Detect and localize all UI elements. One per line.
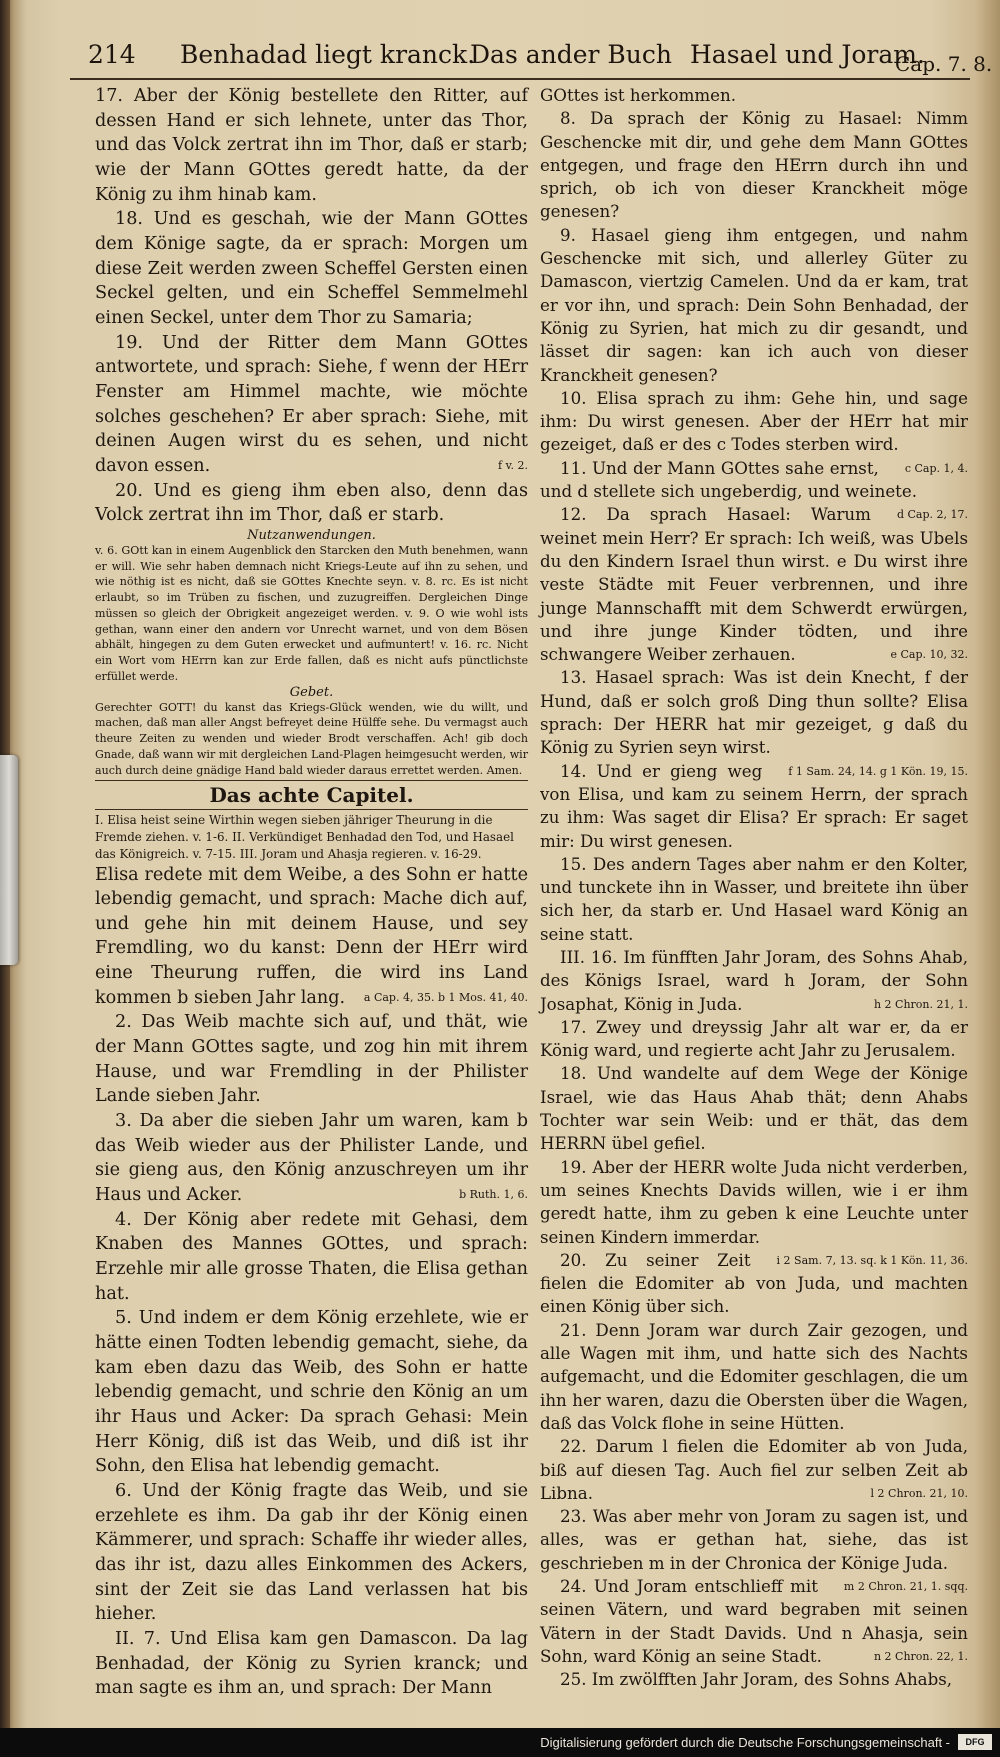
- verse: 21. Denn Joram war durch Zair gezogen, und alle Wagen mit ihm, und hatte sich des Nachts aufgemacht, und die Edomiter geschlagen, die um ihn her waren, dazu die Obersten über die Wagen, daß das Volck flohe in seine Hütten.: [540, 1320, 968, 1433]
- running-head-left: Benhadad liegt kranck.: [180, 40, 476, 69]
- verse-text: 12. Da sprach Hasael: Warum weinet mein Herr? Er sprach: Ich weiß, was Ubels du den Kindern Israel thun wirst. e Du wirst ihre veste Städte mit Feuer verbrennen, und ihre junge Mannschafft mit dem Schwerdt erwürgen, und ihre junge Kinder tödten, und ihre schwangere Weiber zerhauen.: [540, 505, 968, 665]
- running-head-center: Das ander Buch: [470, 40, 673, 69]
- verse: 17. Aber der König bestellete den Ritter, auf dessen Hand er sich lehnete, unter das Thor, und das Volck zertrat ihn im Thor, daß er starb; wie der Mann GOttes geredt hatte, da der König zu ihm hinab kam.: [95, 86, 528, 205]
- verse: 17. Zwey und dreyssig Jahr alt war er, da er König ward, und regierte acht Jahr zu Jerusalem.: [540, 1017, 968, 1061]
- footnote: b Ruth. 1, 6.: [459, 1188, 528, 1202]
- dfg-logo-icon: DFG: [958, 1734, 992, 1750]
- verse: 8. Da sprach der König zu Hasael: Nimm Geschencke mit dir, und gehe dem Mann GOttes entgegen, und frage den HErrn durch ihn und sprich, ob ich von dieser Kranckheit möge genesen?: [540, 109, 968, 222]
- verse: 20. Und es gieng ihm eben also, denn das Volck zertrat ihn im Thor, daß er starb.: [95, 480, 528, 526]
- footnote: f v. 2.: [498, 458, 528, 472]
- verse: [540, 387, 968, 475]
- verse: [95, 331, 528, 479]
- footnote: e Cap. 10, 32.: [890, 648, 968, 662]
- gebet-text: Gerechter GOTT! du kanst das Kriegs-Glück wenden, wie du willt, und machen, daß man aller Angst befreyet deine Hülffe sehe. Du vermagst auch theure Zeiten zu wenden und wieder Brodt verschaffen. Ach! gib doch Gnade, daß wann wir mit dergleichen Land-Plagen heimgesucht werden, wir auch durch deine gnädige Hand bald wieder daraus errettet werden. Amen.: [95, 700, 528, 777]
- footnote: n 2 Chron. 22, 1.: [873, 1649, 968, 1663]
- chapter-title: Das achte Capitel.: [209, 783, 414, 808]
- verse: 25. Im zwölfften Jahr Joram, des Sohns Ahabs,: [560, 1670, 953, 1690]
- verse: [540, 946, 968, 1016]
- footnote: h 2 Chron. 21, 1.: [873, 997, 968, 1011]
- verse: 6. Und der König fragte das Weib, und sie erzehlete es ihm. Da gab ihr der König einen Kämmerer, und sprach: Schaffe ihr wieder alles, das ihr ist, dazu alles Einkommen des Ackers, sint der Zeit sie das Land verlassen hat bis hieher.: [95, 1480, 528, 1625]
- verse: [540, 503, 968, 666]
- verse: 18. Und es geschah, wie der Mann GOttes dem Könige sagte, da er sprach: Morgen um diese Zeit werden zween Scheffel Gersten einen Seckel gelten, und ein Scheffel Semmelmehl einen Seckel, unter dem Thor zu Samaria;: [95, 209, 528, 328]
- verse-text: 11. Und der Mann GOttes sahe ernst, und d stellete sich ungeberdig, und weinete.: [540, 458, 918, 502]
- verse: [540, 1156, 968, 1267]
- footnote: f 1 Sam. 24, 14. g 1 Kön. 19, 15.: [788, 764, 968, 778]
- verse: 14. Und er gieng weg von Elisa, und kam zu seinem Herrn, der sprach zu ihm: Was saget dir Elisa? Er sprach: Er saget mir: Du wirst genesen.: [540, 761, 968, 851]
- page-number: 214: [88, 40, 136, 69]
- page-clip: [0, 755, 18, 965]
- verse: [95, 863, 528, 1011]
- verse: 20. Zu seiner Zeit fielen die Edomiter ab von Juda, und machten einen König über sich.: [540, 1250, 968, 1317]
- chapter-summary: I. Elisa heist seine Wirthin wegen sieben jähriger Theurung in die Fremde ziehen. v. 1-6. II. Verkündiget Benhadad den Tod, und Hasael das Königreich. v. 7-15. III. Joram und Ahasja regieren. v. 16-29.: [95, 813, 514, 861]
- verse: 4. Der König aber redete mit Gehasi, dem Knaben des Mannes GOttes, und sprach: Erzehle mir alle grosse Thaten, die Elisa gethan hat.: [95, 1209, 528, 1304]
- chapter-rule: [95, 809, 528, 810]
- verse-text: 22. Darum l fielen die Edomiter ab von Juda, biß auf diesen Tag. Auch fiel zur selben Zeit ab Libna.: [540, 1437, 968, 1503]
- chapter-rule: [95, 780, 528, 781]
- footnote: a Cap. 4, 35. b 1 Mos. 41, 40.: [363, 990, 528, 1004]
- footnote: l 2 Chron. 21, 10.: [870, 1486, 968, 1500]
- verse-text: 23. Was aber mehr von Joram zu sagen ist, und alles, was er gethan hat, siehe, das ist geschrieben m in der Chronica der Könige Juda.: [540, 1507, 968, 1573]
- footer-credit: Digitalisierung gefördert durch die Deutsche Forschungsgemeinschaft -: [540, 1735, 950, 1750]
- footnote: c Cap. 1, 4.: [904, 461, 968, 475]
- verse: [540, 1435, 968, 1505]
- verse-text: Elisa redete mit dem Weibe, a des Sohn er hatte lebendig gemacht, und sprach: Mache dich auf, und gehe hin mit deinem Hause, und sey Fremdling, wo du kanst: Denn der HErr wird eine Theurung ruffen, die wird ins Land kommen b sieben Jahr lang.: [95, 864, 528, 1008]
- footer-bar: [0, 1728, 1000, 1757]
- verse: 18. Und wandelte auf dem Wege der Könige Israel, wie das Haus Ahab thät; denn Ahabs Tochter war sein Weib: und er thät, das dem HERRN übel gefiel.: [540, 1064, 968, 1154]
- verse: II. 7. Und Elisa kam gen Damascon. Da lag Benhadad, der König zu Syrien kranck; und man sagte es ihm an, und sprach: Der Mann: [95, 1628, 528, 1699]
- verse: GOttes ist herkommen.: [540, 86, 737, 105]
- gebet-title: Gebet.: [289, 684, 334, 700]
- chapter-reference: Cap. 7. 8.: [895, 52, 993, 76]
- footnote: d Cap. 2, 17.: [896, 508, 968, 522]
- verse-text: 19. Und der Ritter dem Mann GOttes antwortete, und sprach: Siehe, f wenn der HErr Fenster am Himmel machte, wie möchte solches geschehen? Er aber sprach: Siehe, mit deinen Augen wirst du es sehen, und nicht davon essen.: [95, 332, 528, 476]
- verse: [95, 1109, 528, 1208]
- verse: 15. Des andern Tages aber nahm er den Kolter, und tunckete ihn in Wasser, und breitete ihn über sich her, da starb er. Und Hasael ward König an seine statt.: [540, 854, 968, 944]
- verse-text: 10. Elisa sprach zu ihm: Gehe hin, und sage ihm: Du wirst genesen. Aber der HErr hat mir gezeiget, daß er des c Todes sterben wird.: [540, 388, 968, 455]
- nutzanwendungen-text: v. 6. GOtt kan in einem Augenblick den Starcken den Muth benehmen, wann er will. Wie sehr haben demnach nicht Kriegs-Leute auf ihn zu sehen, und wie nöthig ist es nicht, daß sie GOttes Knechte seyn. v. 8. rc. Es ist nicht erlaubt, so im Trüben zu fischen, und zuzugreiffen. Dergleichen Dinge müssen so gleich der Obrigkeit angezeiget werden. v. 9. O wie wohl ists gethan, wann einer den andern vor Unrecht warnet, und von dem Bösen abhält, hingegen zu dem Guten erwecket und aufmuntert! v. 16. rc. Nicht ein Wort vom HErrn kan zur Erde fallen, daß es nicht aufs pünctlichste erfüllet werde.: [95, 543, 528, 683]
- nutzanwendungen-title: Nutzanwendungen.: [247, 527, 376, 543]
- verse: 5. Und indem er dem König erzehlete, wie er hätte einen Todten lebendig gemacht, siehe, da kam eben dazu das Weib, des Sohn er hatte lebendig gemacht, und schrie den König an um ihr Haus und Acker: Da sprach Gehasi: Mein Herr König, diß ist das Weib, und diß ist ihr Sohn, den Elisa hat lebendig gemacht.: [95, 1308, 528, 1477]
- verse-text: III. 16. Im fünfften Jahr Joram, des Sohns Ahab, des Königs Israel, ward h Joram, der Sohn Josaphat, König in Juda.: [540, 947, 968, 1014]
- verse-text: 24. Und Joram entschlieff mit seinen Vätern, und ward begraben mit seinen Vätern in der Stadt Davids. Und n Ahasja, sein Sohn, ward König an seine Stadt.: [540, 1577, 968, 1666]
- footnote: m 2 Chron. 21, 1. sqq.: [843, 1580, 968, 1593]
- verse: 9. Hasael gieng ihm entgegen, und nahm Geschencke mit sich, und allerley Güter zu Damascon, viertzig Camelen. Und da er kam, trat er vor ihn, und sprach: Dein Sohn Benhadad, der König zu Syrien, hat mich zu dir gesandt, und lässet dir sagen: kan ich auch von dieser Kranckheit genesen?: [540, 225, 968, 385]
- verse: [540, 1505, 968, 1593]
- verse-text: 3. Da aber die sieben Jahr um waren, kam b das Weib wieder aus der Philister Lande, und sie gieng aus, den König anzuschreyen um ihr Haus und Acker.: [95, 1111, 528, 1206]
- running-head-right: Hasael und Joram.: [690, 40, 925, 69]
- right-column: [540, 84, 968, 1691]
- verse: [540, 666, 968, 778]
- footnote: i 2 Sam. 7, 13. sq. k 1 Kön. 11, 36.: [776, 1253, 968, 1267]
- verse-text: 13. Hasael sprach: Was ist dein Knecht, f der Hund, daß er solch groß Ding thun sollte? Elisa sprach: Der HERR hat mir gezeiget, g daß du König zu Syrien seyn wirst.: [540, 668, 968, 758]
- header-rule: [70, 78, 970, 80]
- verse: 2. Das Weib machte sich auf, und thät, wie der Mann GOttes sagte, und zog hin mit ihrem Hause, und war Fremdling in der Philister Lande sieben Jahr.: [95, 1012, 528, 1107]
- left-column: [95, 84, 528, 1701]
- verse-text: 19. Aber der HERR wolte Juda nicht verderben, um seines Knechts Davids willen, wie i er ihm geredt hatte, ihm zu geben k eine Leuchte unter seinen Kindern immerdar.: [540, 1157, 968, 1247]
